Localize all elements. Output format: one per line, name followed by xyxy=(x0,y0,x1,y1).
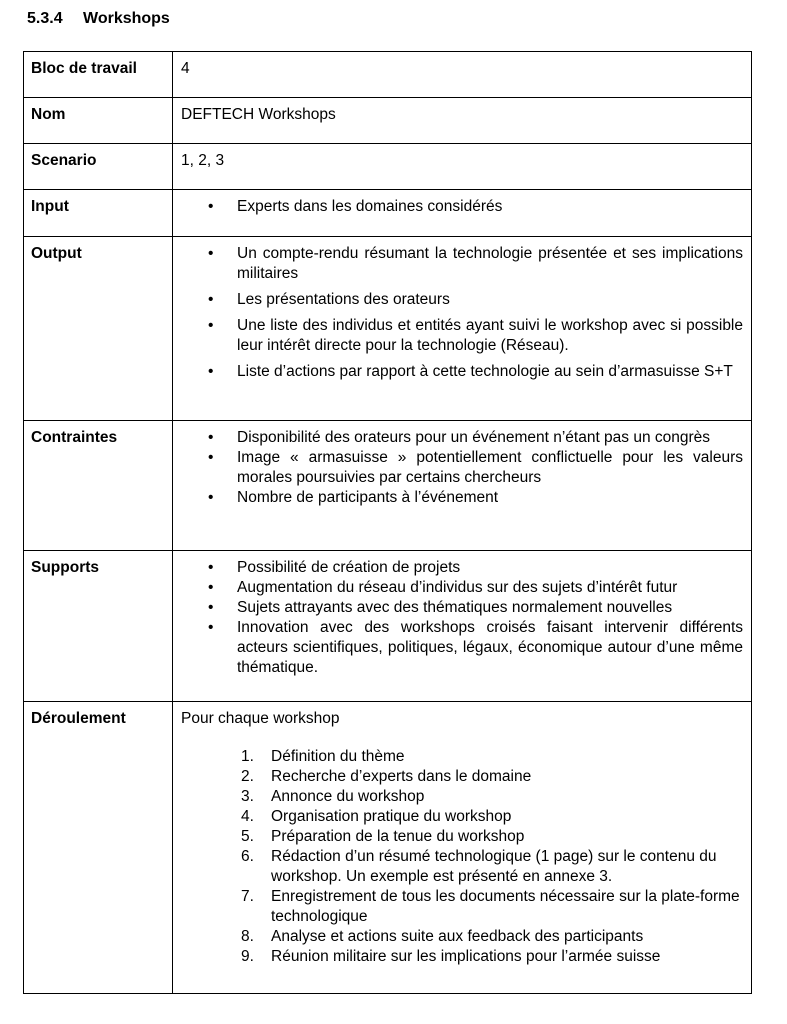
contraintes-list xyxy=(181,428,743,508)
section-number: 5.3.4 xyxy=(27,10,63,27)
step-number: 3. xyxy=(241,788,254,805)
step-text: Annonce du workshop xyxy=(271,788,425,805)
bullet-icon: • xyxy=(208,317,214,334)
step-number: 8. xyxy=(241,928,254,945)
bullet-icon: • xyxy=(208,245,214,262)
step-number: 9. xyxy=(241,948,254,965)
table-row-deroulement xyxy=(24,702,752,994)
bullet-icon: • xyxy=(208,619,214,636)
step-item xyxy=(181,887,743,927)
deroulement-steps xyxy=(181,747,743,967)
bullet-icon: • xyxy=(208,599,214,616)
row-value: DEFTECH Workshops xyxy=(173,98,752,144)
step-item xyxy=(181,947,743,967)
step-text: Définition du thème xyxy=(271,748,405,765)
bullet-icon: • xyxy=(208,449,214,466)
list-item-text: Experts dans les domaines considérés xyxy=(237,198,503,215)
row-value: 1, 2, 3 xyxy=(173,144,752,190)
bullet-icon: • xyxy=(208,489,214,506)
list-item-text: Innovation avec des workshops croisés faisant intervenir différents acteurs scientifiques, politiques, légaux, économique autour d’une même thématique. xyxy=(237,619,743,676)
list-item xyxy=(181,290,743,310)
list-item-text: Un compte-rendu résumant la technologie présentée et ses implications militaires xyxy=(237,245,743,282)
bullet-icon: • xyxy=(208,559,214,576)
step-text: Enregistrement de tous les documents nécessaire sur la plate-forme technologique xyxy=(271,888,740,925)
list-item-text: Image « armasuisse » potentiellement conflictuelle pour les valeurs morales poursuivies par certains chercheurs xyxy=(237,449,743,486)
output-list xyxy=(181,244,743,382)
step-item xyxy=(181,747,743,767)
list-item-text: Augmentation du réseau d’individus sur des sujets d’intérêt futur xyxy=(237,579,678,596)
table-row-supports xyxy=(24,551,752,702)
list-item-text: Nombre de participants à l’événement xyxy=(237,489,499,506)
row-value xyxy=(173,237,752,421)
bullet-icon: • xyxy=(208,429,214,446)
list-item xyxy=(181,362,743,382)
step-text: Analyse et actions suite aux feedback des participants xyxy=(271,928,644,945)
row-value xyxy=(173,551,752,702)
list-item-text: Possibilité de création de projets xyxy=(237,559,461,576)
section-title: Workshops xyxy=(83,10,170,27)
list-item-text: Les présentations des orateurs xyxy=(237,291,450,308)
step-item xyxy=(181,767,743,787)
list-item-text: Disponibilité des orateurs pour un événement n’étant pas un congrès xyxy=(237,429,711,446)
step-text: Préparation de la tenue du workshop xyxy=(271,828,525,845)
row-label: Supports xyxy=(24,551,173,702)
row-value: 4 xyxy=(173,52,752,98)
row-value xyxy=(173,421,752,551)
bullet-icon: • xyxy=(208,363,214,380)
list-item xyxy=(181,598,743,618)
step-item xyxy=(181,927,743,947)
table-row-input xyxy=(24,190,752,237)
section-heading xyxy=(27,10,170,28)
list-item-text: Sujets attrayants avec des thématiques normalement nouvelles xyxy=(237,599,673,616)
list-item xyxy=(181,618,743,678)
deroulement-intro: Pour chaque workshop xyxy=(181,710,340,727)
table-row-bloc xyxy=(24,52,752,98)
row-value xyxy=(173,702,752,994)
step-item xyxy=(181,827,743,847)
row-label: Contraintes xyxy=(24,421,173,551)
row-label: Scenario xyxy=(24,144,173,190)
supports-list xyxy=(181,558,743,678)
step-text: Réunion militaire sur les implications pour l’armée suisse xyxy=(271,948,661,965)
table-row-contraintes xyxy=(24,421,752,551)
list-item xyxy=(181,197,743,217)
step-text: Rédaction d’un résumé technologique (1 page) sur le contenu du workshop. Un exemple est présenté en annexe 3. xyxy=(271,848,717,885)
step-item xyxy=(181,787,743,807)
row-label: Nom xyxy=(24,98,173,144)
list-item-text: Liste d’actions par rapport à cette technologie au sein d’armasuisse S+T xyxy=(237,363,733,380)
step-text: Organisation pratique du workshop xyxy=(271,808,512,825)
step-number: 7. xyxy=(241,888,254,905)
bullet-icon: • xyxy=(208,291,214,308)
table-row-output xyxy=(24,237,752,421)
input-list xyxy=(181,197,743,217)
step-number: 1. xyxy=(241,748,254,765)
list-item xyxy=(181,316,743,356)
bullet-icon: • xyxy=(208,198,214,215)
list-item xyxy=(181,578,743,598)
list-item xyxy=(181,488,743,508)
step-number: 5. xyxy=(241,828,254,845)
step-item xyxy=(181,807,743,827)
table-row-scenario xyxy=(24,144,752,190)
list-item xyxy=(181,558,743,578)
list-item xyxy=(181,428,743,448)
row-label: Input xyxy=(24,190,173,237)
step-number: 4. xyxy=(241,808,254,825)
table-row-nom xyxy=(24,98,752,144)
workshop-table xyxy=(23,51,752,994)
row-label: Bloc de travail xyxy=(24,52,173,98)
list-item xyxy=(181,244,743,284)
list-item-text: Une liste des individus et entités ayant suivi le workshop avec si possible leur intérêt directe pour la technologie (Réseau). xyxy=(237,317,743,354)
row-label: Déroulement xyxy=(24,702,173,994)
step-text: Recherche d’experts dans le domaine xyxy=(271,768,532,785)
step-number: 6. xyxy=(241,848,254,865)
step-number: 2. xyxy=(241,768,254,785)
row-label: Output xyxy=(24,237,173,421)
bullet-icon: • xyxy=(208,579,214,596)
row-value xyxy=(173,190,752,237)
list-item xyxy=(181,448,743,488)
step-item xyxy=(181,847,743,887)
